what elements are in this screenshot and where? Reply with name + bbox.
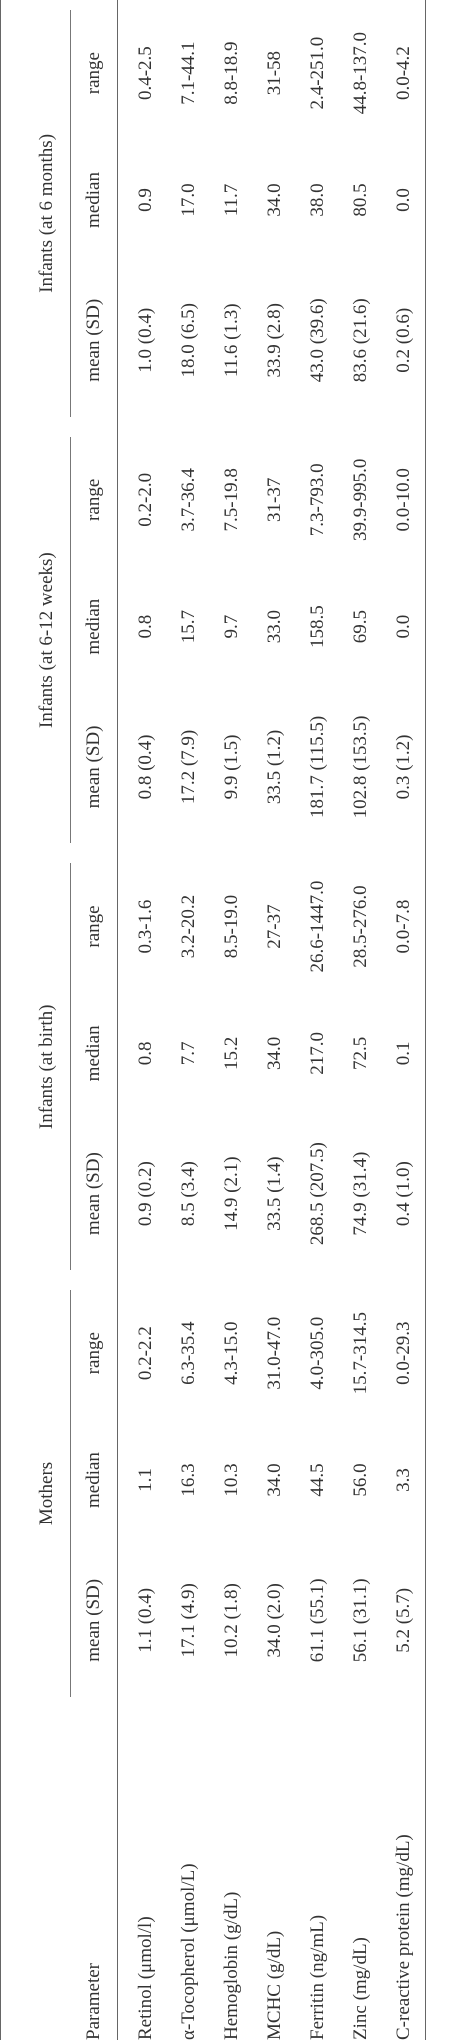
table-row (339, 0, 382, 2040)
mean-sd-cell: 33.9 (2.8) (264, 303, 285, 378)
mean-sd-cell: 0.9 (0.2) (135, 1161, 156, 1227)
sub-header-median: median (69, 146, 118, 254)
median-cell: 0.9 (135, 188, 156, 212)
param-header: Parameter (69, 1707, 118, 2040)
mean-sd-cell: 5.2 (5.7) (382, 1534, 426, 1707)
group-header-infants-6-months (1, 0, 70, 427)
mean-sd-cell: 43.0 (39.6) (307, 298, 328, 383)
range-cell: 26.6-1447.0 (307, 880, 328, 973)
median-cell: 11.7 (221, 183, 242, 217)
median-cell: 0.0 (382, 573, 426, 681)
range-cell: 0.0-29.3 (382, 1280, 426, 1426)
range-cell: 31-58 (264, 50, 285, 96)
group-header-infants-6-12-weeks (1, 427, 70, 854)
table-header (1, 0, 118, 2040)
range-cell: 7.3-793.0 (307, 463, 328, 537)
sub-header-mean: mean (SD) (69, 1534, 118, 1707)
range-cell: 4.0-305.0 (307, 1316, 328, 1390)
median-cell: 16.3 (178, 1463, 199, 1497)
median-cell: 0.8 (135, 1041, 156, 1066)
mean-sd-cell: 11.6 (1.3) (221, 303, 242, 378)
mean-sd-cell: 0.8 (0.4) (135, 734, 156, 800)
median-cell: 9.7 (221, 614, 242, 639)
range-cell: 3.2-20.2 (178, 894, 199, 959)
median-cell: 69.5 (350, 610, 371, 644)
mean-sd-cell: 33.5 (1.4) (264, 1156, 285, 1231)
mean-sd-cell: 0.2 (0.6) (382, 254, 426, 427)
mean-sd-cell: 17.2 (7.9) (178, 729, 199, 805)
range-cell: 31-37 (264, 477, 285, 522)
sub-header-mean: mean (SD) (69, 254, 118, 427)
range-cell: 6.3-35.4 (178, 1321, 199, 1385)
mean-sd-cell: 181.7 (115.5) (307, 715, 328, 819)
mean-sd-cell: 1.1 (0.4) (135, 1587, 156, 1653)
parameter-cell: Hemoglobin (g/dL) (221, 1891, 242, 2040)
median-cell: 44.5 (307, 1463, 328, 1497)
range-cell: 28.5-276.0 (350, 885, 371, 968)
median-cell: 10.3 (221, 1463, 242, 1497)
mean-sd-cell: 83.6 (21.6) (350, 298, 371, 383)
mean-sd-cell: 0.4 (1.0) (382, 1107, 426, 1280)
range-cell: 39.9-995.0 (350, 458, 371, 541)
group-label: Infants (at 6-12 weeks) (35, 552, 57, 728)
median-cell: 1.1 (135, 1468, 156, 1492)
range-cell: 31.0-47.0 (264, 1316, 285, 1390)
range-cell: 0.0-7.8 (382, 853, 426, 999)
range-cell: 7.5-19.8 (221, 468, 242, 532)
median-cell: 15.2 (221, 1036, 242, 1070)
median-cell: 33.0 (264, 610, 285, 644)
table-row (296, 0, 339, 2040)
header-sub-row (69, 0, 118, 2040)
header-group-row (1, 0, 70, 2040)
mean-sd-cell: 1.0 (0.4) (135, 307, 156, 373)
parameter-cell: Ferritin (ng/mL) (307, 1914, 328, 2040)
sub-header-median: median (69, 573, 118, 681)
header-empty-cell (1, 1707, 70, 2040)
median-cell: 15.7 (178, 610, 199, 644)
mean-sd-cell: 14.9 (2.1) (221, 1156, 242, 1231)
range-cell: 4.3-15.0 (221, 1321, 242, 1385)
mean-sd-cell: 61.1 (55.1) (307, 1578, 328, 1663)
median-cell: 3.3 (382, 1426, 426, 1534)
table-row (382, 0, 426, 2040)
range-cell: 0.0-10.0 (382, 427, 426, 573)
mean-sd-cell: 10.2 (1.8) (221, 1583, 242, 1658)
parameter-cell: Retinol (μmol/l) (135, 1916, 156, 2040)
sub-header-median: median (69, 1426, 118, 1534)
table-row (118, 0, 168, 2040)
group-label: Infants (at birth) (35, 1004, 57, 1130)
mean-sd-cell: 18.0 (6.5) (178, 303, 199, 378)
table-body (118, 0, 426, 2040)
range-cell: 0.0-4.2 (382, 0, 426, 146)
range-cell: 0.4-2.5 (135, 46, 156, 101)
median-cell: 72.5 (350, 1036, 371, 1070)
median-cell: 0.8 (135, 614, 156, 639)
table-row (253, 0, 296, 2040)
mean-sd-cell: 9.9 (1.5) (221, 734, 242, 800)
median-cell: 0.0 (382, 146, 426, 254)
mean-sd-cell: 74.9 (31.4) (350, 1151, 371, 1236)
table-row (210, 0, 253, 2040)
range-cell: 2.4-251.0 (307, 36, 328, 110)
sub-header-range: range (69, 0, 118, 146)
mean-sd-cell: 34.0 (2.0) (264, 1583, 285, 1658)
range-cell: 7.1-44.1 (178, 41, 199, 105)
mean-sd-cell: 8.5 (3.4) (178, 1161, 199, 1227)
median-cell: 34.0 (264, 1036, 285, 1070)
range-cell: 0.2-2.2 (135, 1326, 156, 1381)
group-header-infants-birth (1, 853, 70, 1280)
median-cell: 34.0 (264, 183, 285, 217)
parameter-cell: α-Tocopherol (μmol/L) (178, 1863, 199, 2040)
range-cell: 8.8-18.9 (221, 41, 242, 105)
mean-sd-cell: 102.8 (153.5) (350, 715, 371, 819)
median-cell: 17.0 (178, 183, 199, 217)
sub-header-median: median (69, 1000, 118, 1108)
range-cell: 8.5-19.0 (221, 894, 242, 959)
sub-header-range: range (69, 427, 118, 573)
mean-sd-cell: 0.3 (1.2) (382, 680, 426, 853)
parameter-cell: Zinc (mg/dL) (350, 1937, 371, 2040)
range-cell: 44.8-137.0 (350, 31, 371, 115)
mean-sd-cell: 268.5 (207.5) (307, 1142, 328, 1246)
median-cell: 38.0 (307, 183, 328, 217)
parameter-cell: C-reactive protein (mg/dL) (382, 1707, 426, 2040)
sub-header-mean: mean (SD) (69, 680, 118, 853)
median-cell: 56.0 (350, 1463, 371, 1497)
group-label: Infants (at 6 months) (35, 133, 57, 293)
range-cell: 0.3-1.6 (135, 899, 156, 954)
sub-header-range: range (69, 853, 118, 999)
table-row (167, 0, 210, 2040)
mean-sd-cell: 56.1 (31.1) (350, 1578, 371, 1663)
range-cell: 3.7-36.4 (178, 468, 199, 532)
mean-sd-cell: 17.1 (4.9) (178, 1583, 199, 1658)
sub-header-range: range (69, 1280, 118, 1426)
group-header-mothers (1, 1280, 70, 1707)
median-cell: 7.7 (178, 1041, 199, 1066)
median-cell: 34.0 (264, 1463, 285, 1497)
group-label: Mothers (35, 1461, 57, 1526)
median-cell: 0.1 (382, 1000, 426, 1108)
parameter-cell: MCHC (g/dL) (264, 1930, 285, 2040)
mean-sd-cell: 33.5 (1.2) (264, 729, 285, 805)
range-cell: 27-37 (264, 904, 285, 949)
median-cell: 217.0 (307, 1031, 328, 1075)
median-cell: 80.5 (350, 183, 371, 217)
range-cell: 0.2-2.0 (135, 472, 156, 527)
median-cell: 158.5 (307, 605, 328, 649)
sub-header-mean: mean (SD) (69, 1107, 118, 1280)
range-cell: 15.7-314.5 (350, 1312, 371, 1395)
